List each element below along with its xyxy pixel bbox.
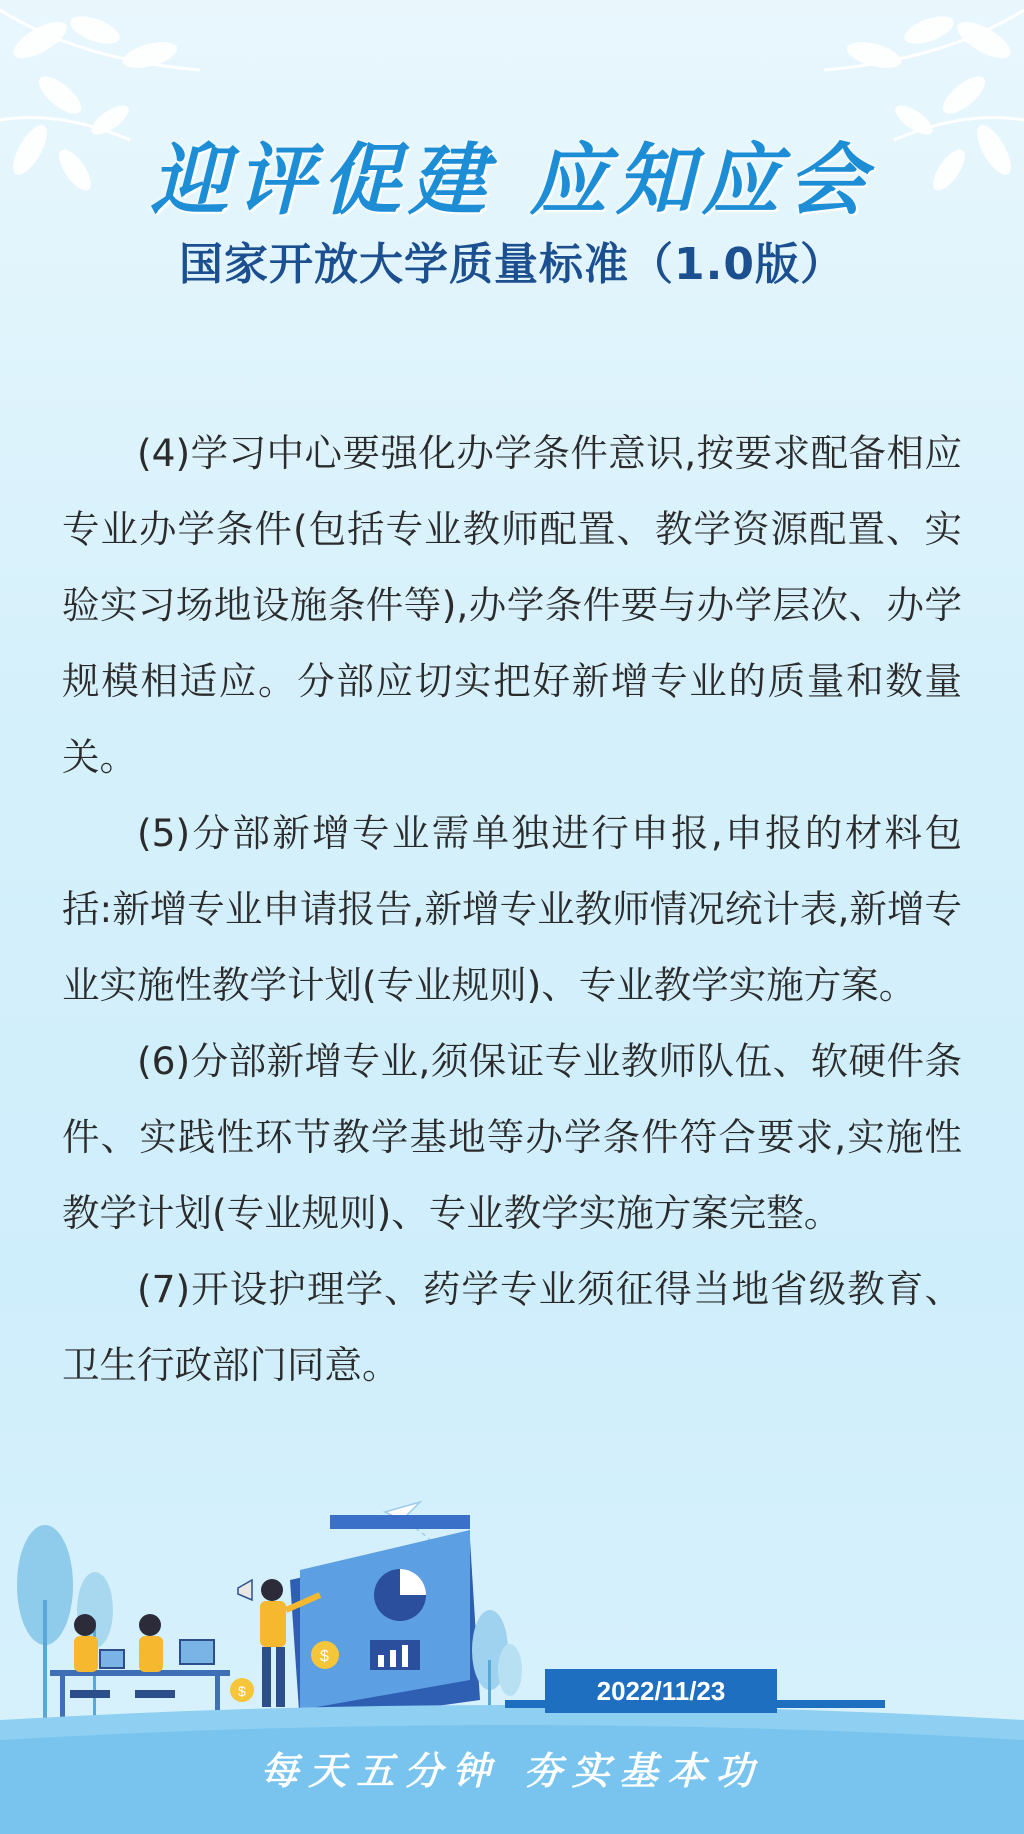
paragraph: (4)学习中心要强化办学条件意识,按要求配备相应专业办学条件(包括专业教师配置、教学资源配置、实验实习场地设施条件等),办学条件要与办学层次、办学规模相适应。分部应切实把好新增专业的质量和数量关。 bbox=[62, 431, 962, 779]
paragraph: (7)开设护理学、药学专业须征得当地省级教育、卫生行政部门同意。 bbox=[62, 1267, 962, 1387]
page-subtitle: 国家开放大学质量标准（1.0版） bbox=[179, 239, 845, 290]
page-title: 迎评促建 应知应会 bbox=[150, 135, 874, 226]
svg-text:$: $ bbox=[320, 1648, 329, 1665]
presentation-board-icon bbox=[290, 1515, 480, 1725]
publish-date: 2022/11/23 bbox=[545, 1669, 777, 1713]
svg-text:$: $ bbox=[238, 1683, 246, 1699]
slogan: 每天五分钟 夯实基本功 bbox=[260, 1748, 764, 1793]
paragraph: (6)分部新增专业,须保证专业教师队伍、软硬件条件、实践性环节教学基地等办学条件符合要求,实施性教学计划(专业规则)、专业教学实施方案完整。 bbox=[62, 1039, 962, 1235]
article-body bbox=[62, 415, 962, 1403]
paragraph: (5)分部新增专业需单独进行申报,申报的材料包括:新增专业申请报告,新增专业教师情况统计表,新增专业实施性教学计划(专业规则)、专业教学实施方案。 bbox=[62, 811, 962, 1007]
